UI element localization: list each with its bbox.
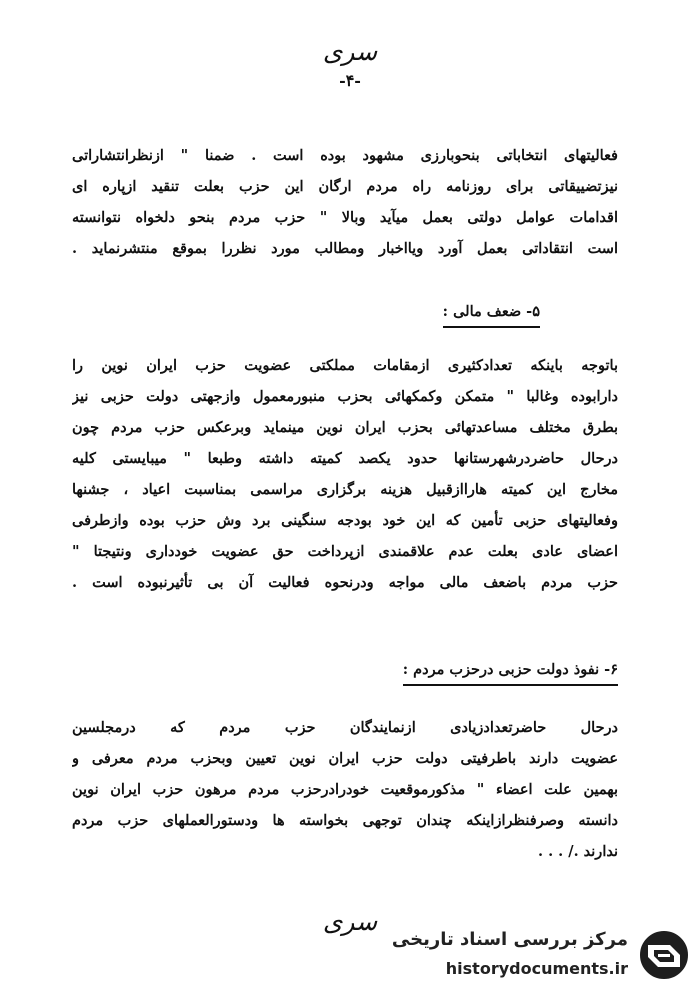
text-line: بهمین علت اعضاء " مذکورموقعیت خودرادرحزب مردم مرهون حزب ایران نوین — [72, 781, 618, 798]
paragraph-government-influence — [72, 712, 618, 867]
text-line: عضویت دارند باطرفیتی دولت حزب ایران نوین تعیین وبحزب مردم معرفی و — [72, 750, 618, 767]
text-line: اقدامات عوامل دولتی بعمل میآید وبالا " حزب مردم بنحو دلخواه نتوانسته — [72, 209, 618, 226]
text-line: ندارند ./ . . . — [537, 843, 618, 860]
section-heading-text: ۵- ضعف مالی : — [443, 300, 540, 328]
text-line: فعالیتهای انتخاباتی بنحوبارزی مشهود بوده است . ضمنا " ازنظرانتشاراتی — [72, 147, 618, 164]
text-line: درحال حاضرتعدادزیادی ازنمایندگان حزب مردم که درمجلسین — [72, 719, 618, 736]
paragraph-financial-weakness — [72, 350, 618, 598]
watermark-url: historydocuments.ir — [445, 959, 628, 978]
section-heading-financial-weakness — [443, 300, 540, 328]
text-line: مخارج این کمیته هاراازقبیل هزینه برگزاری مراسمی بمناسبت اعیاد ، جشنها — [72, 481, 618, 498]
text-line: درحال حاضردرشهرستانها حدود یکصد کمیته داشته وطبعا " میبایستی کلیه — [72, 450, 618, 467]
watermark-title: مرکز بررسی اسناد تاریخی — [391, 929, 628, 950]
text-line: دارابوده وغالبا " متمکن وکمکهائی بحزب منبورمعمول وازجهتی دولت حزبی نیز — [72, 388, 618, 405]
text-line: نیزتضییقاتی برای روزنامه راه مردم ارگان این حزب بعلت تنقید ازپاره ای — [72, 178, 618, 195]
text-line: اعضای عادی بعلت عدم علاقمندی ازپرداخت حق عضویت خودداری ونتیجتا " — [72, 543, 618, 560]
watermark — [391, 925, 692, 987]
text-line: باتوجه باینکه تعدادکثیری ازمقامات مملکتی عضویت حزب ایران نوین را — [72, 357, 618, 374]
section-heading-government-influence — [403, 658, 618, 686]
text-line: بطرق مختلف مساعدتهائی بحزب ایران نوین مینماید وبرعکس حزب مردم چون — [72, 419, 618, 436]
section-heading-text: ۶- نفوذ دولت حزبی درحزب مردم : — [403, 658, 618, 686]
text-line: حزب مردم باضعف مالی مواجه ودرنحوه فعالیت آن بی تأثیرنبوده است . — [72, 574, 618, 591]
archive-logo-icon — [636, 927, 692, 983]
text-line: وفعالیتهای حزبی تأمین که این خود بودجه سنگینی برد وش حزب بوده وازطرفی — [72, 512, 618, 529]
classification-label-bottom: سری — [322, 907, 378, 936]
paragraph-elections — [72, 140, 618, 264]
text-line: است انتقاداتی بعمل آورد ویااخبار ومطالب مورد نظررا بموقع منتشرنماید . — [72, 240, 618, 257]
page-number: -۴- — [339, 71, 361, 90]
classification-label-top: سری — [322, 37, 378, 66]
document-header — [0, 35, 700, 93]
text-line: دانسته وصرفنظرازاینکه چندان توجهی بخواسته ها ودستورالعملهای حزب مردم — [72, 812, 618, 829]
